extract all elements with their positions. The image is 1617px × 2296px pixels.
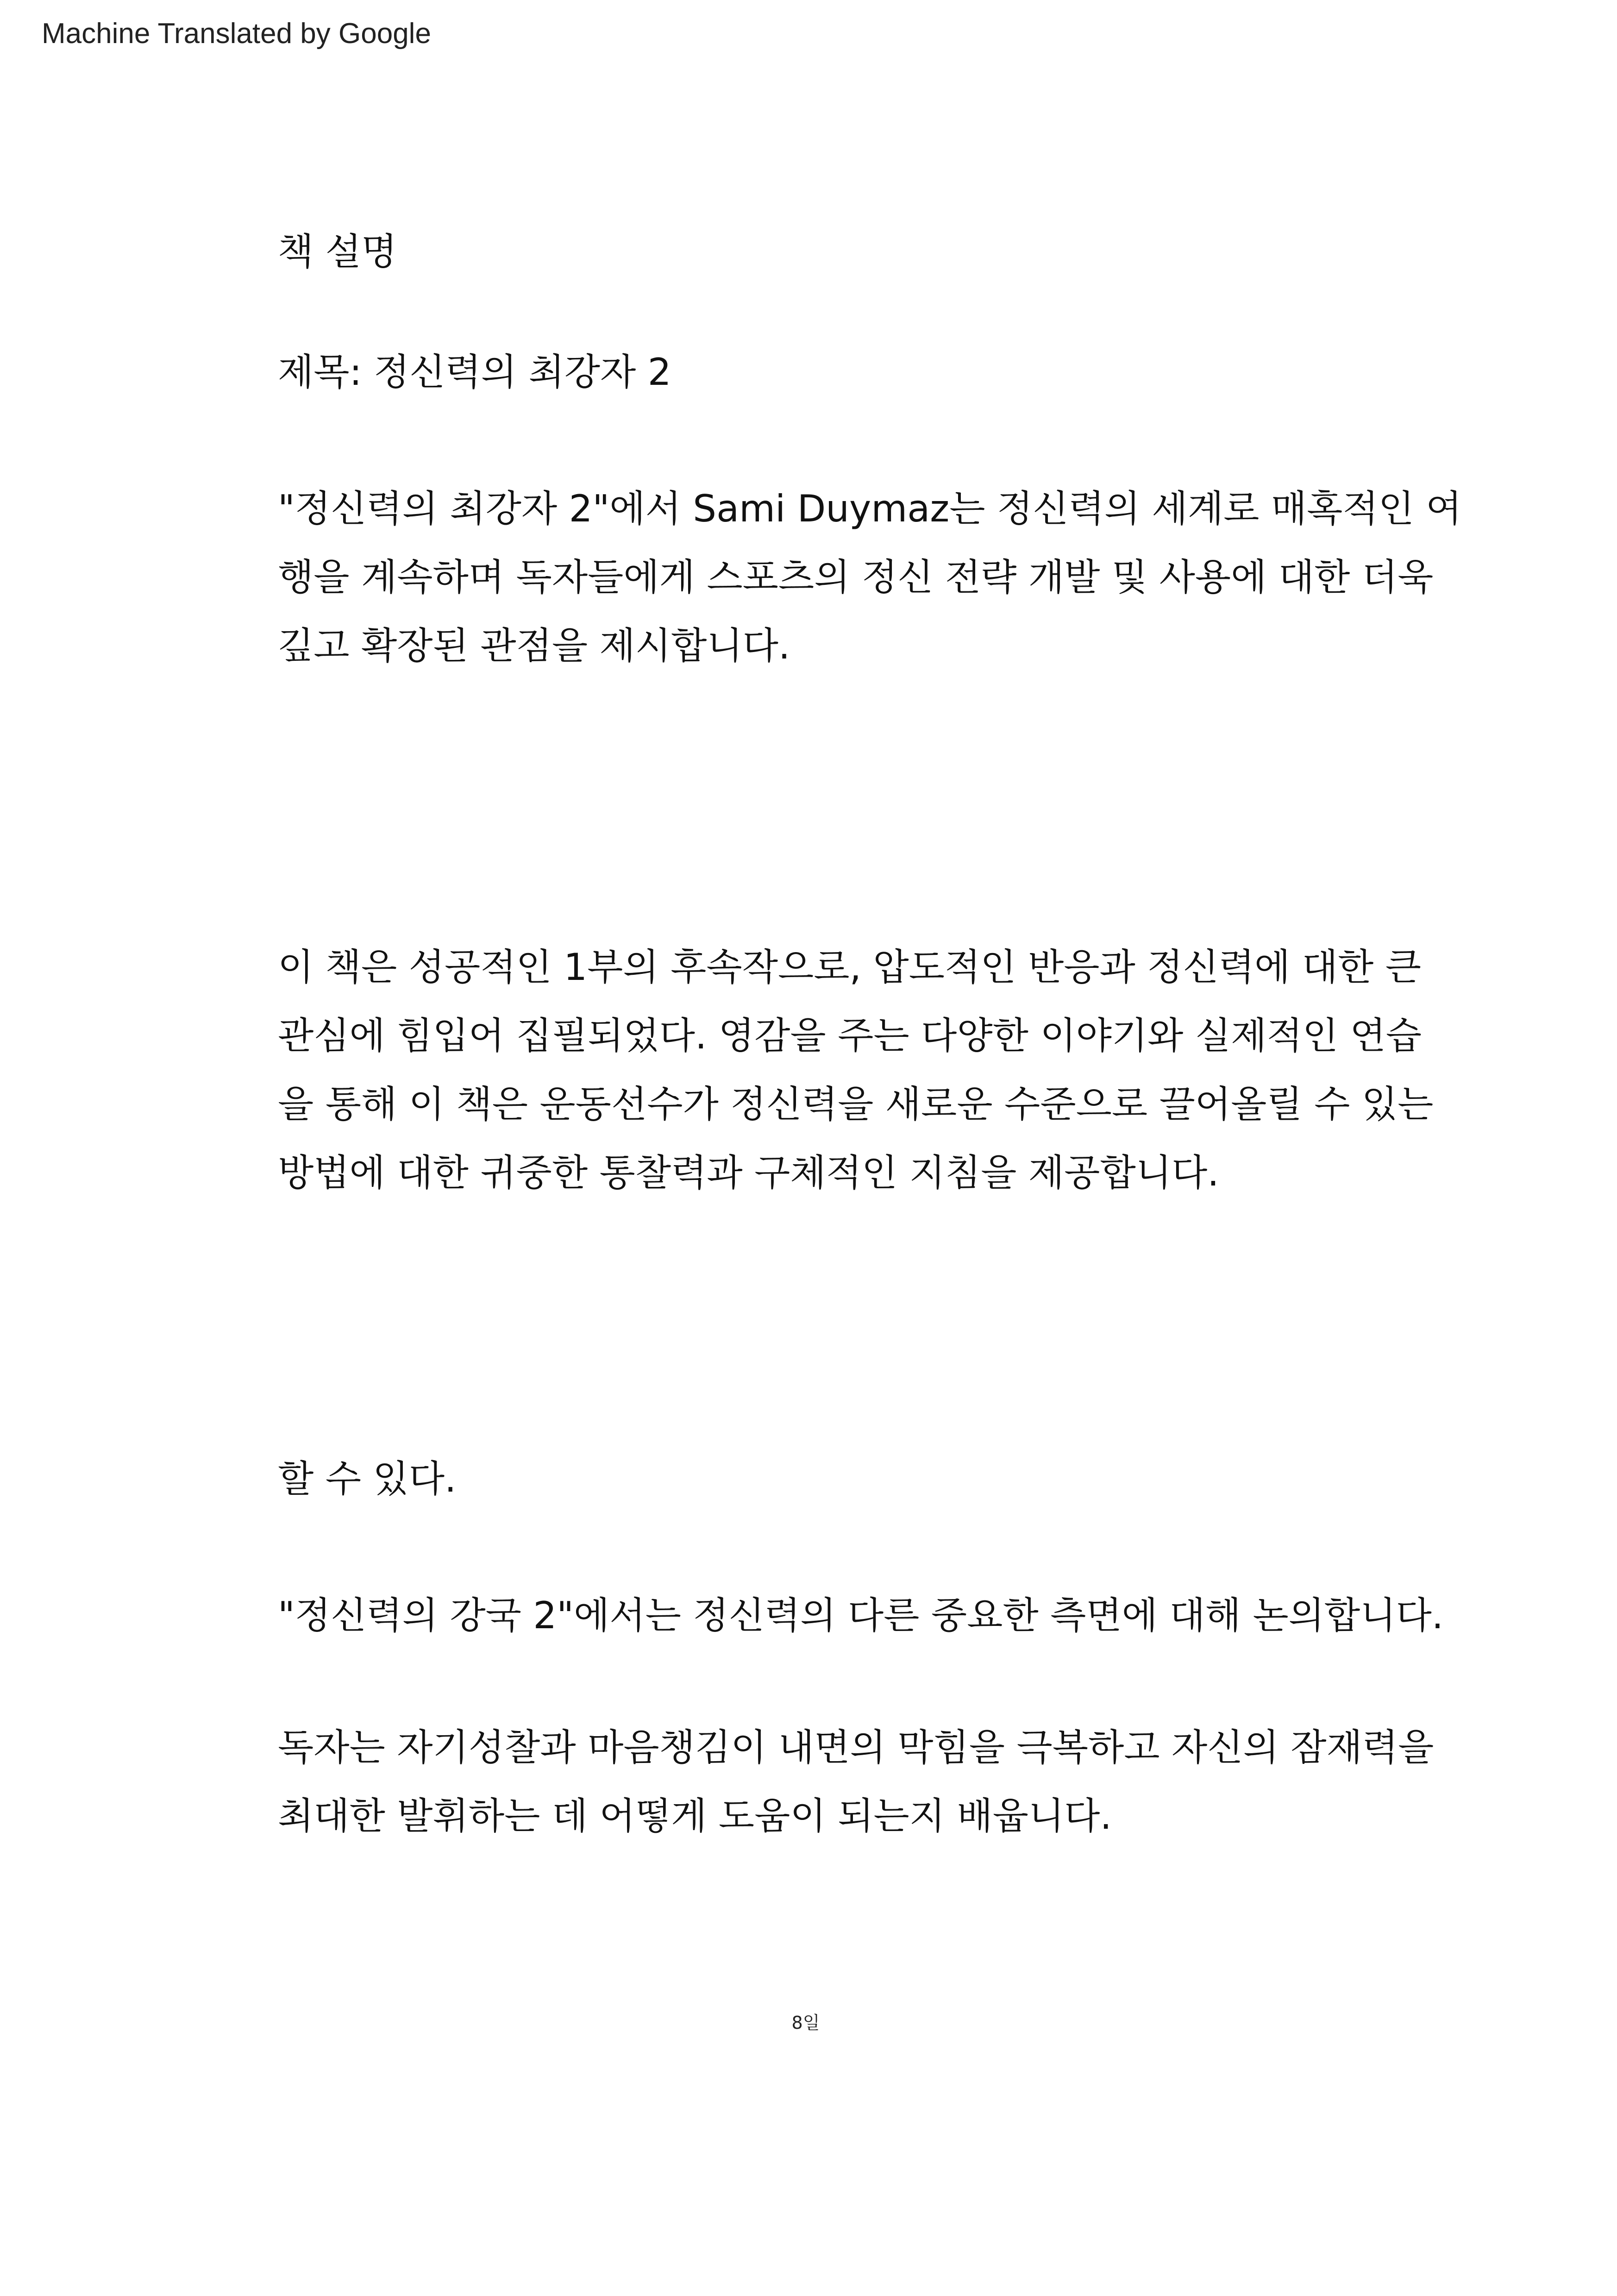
text-line: 최대한 발휘하는 데 어떻게 도움이 되는지 배웁니다. [278,1794,1112,1838]
topics-paragraph: "정신력의 강국 2"에서는 정신력의 다른 중요한 측면에 대해 논의합니다. [278,1594,1444,1637]
text-line: 을 통해 이 책은 운동선수가 정신력을 새로운 수준으로 끌어올릴 수 있는 [278,1083,1434,1126]
text-line: 깊고 확장된 관점을 제시합니다. [278,624,790,667]
text-line: "정신력의 최강자 2"에서 Sami Duymaz는 정신력의 세계로 매혹적인 여 [278,487,1462,530]
text-line: 관심에 힘입어 집필되었다. 영감을 주는 다양한 이야기와 실제적인 연습 [278,1014,1422,1057]
text-line: 이 책은 성공적인 1부의 후속작으로, 압도적인 반응과 정신력에 대한 큰 [278,946,1422,989]
text-line: 행을 계속하며 독자들에게 스포츠의 정신 전략 개발 및 사용에 대한 더욱 [278,556,1434,599]
machine-translation-banner: Machine Translated by Google [42,18,431,50]
page-number: 8일 [791,2013,820,2033]
book-title-line: 제목: 정신력의 최강자 2 [278,351,671,394]
text-line: 방법에 대한 귀중한 통찰력과 구체적인 지침을 제공합니다. [278,1151,1219,1194]
sequel-paragraph [278,933,1434,1207]
fragment-paragraph: 할 수 있다. [278,1457,457,1500]
text-line: 독자는 자기성찰과 마음챙김이 내면의 막힘을 극복하고 자신의 잠재력을 [278,1726,1434,1769]
reader-paragraph [278,1713,1434,1851]
section-heading: 책 설명 [278,230,397,273]
intro-paragraph [278,475,1462,680]
